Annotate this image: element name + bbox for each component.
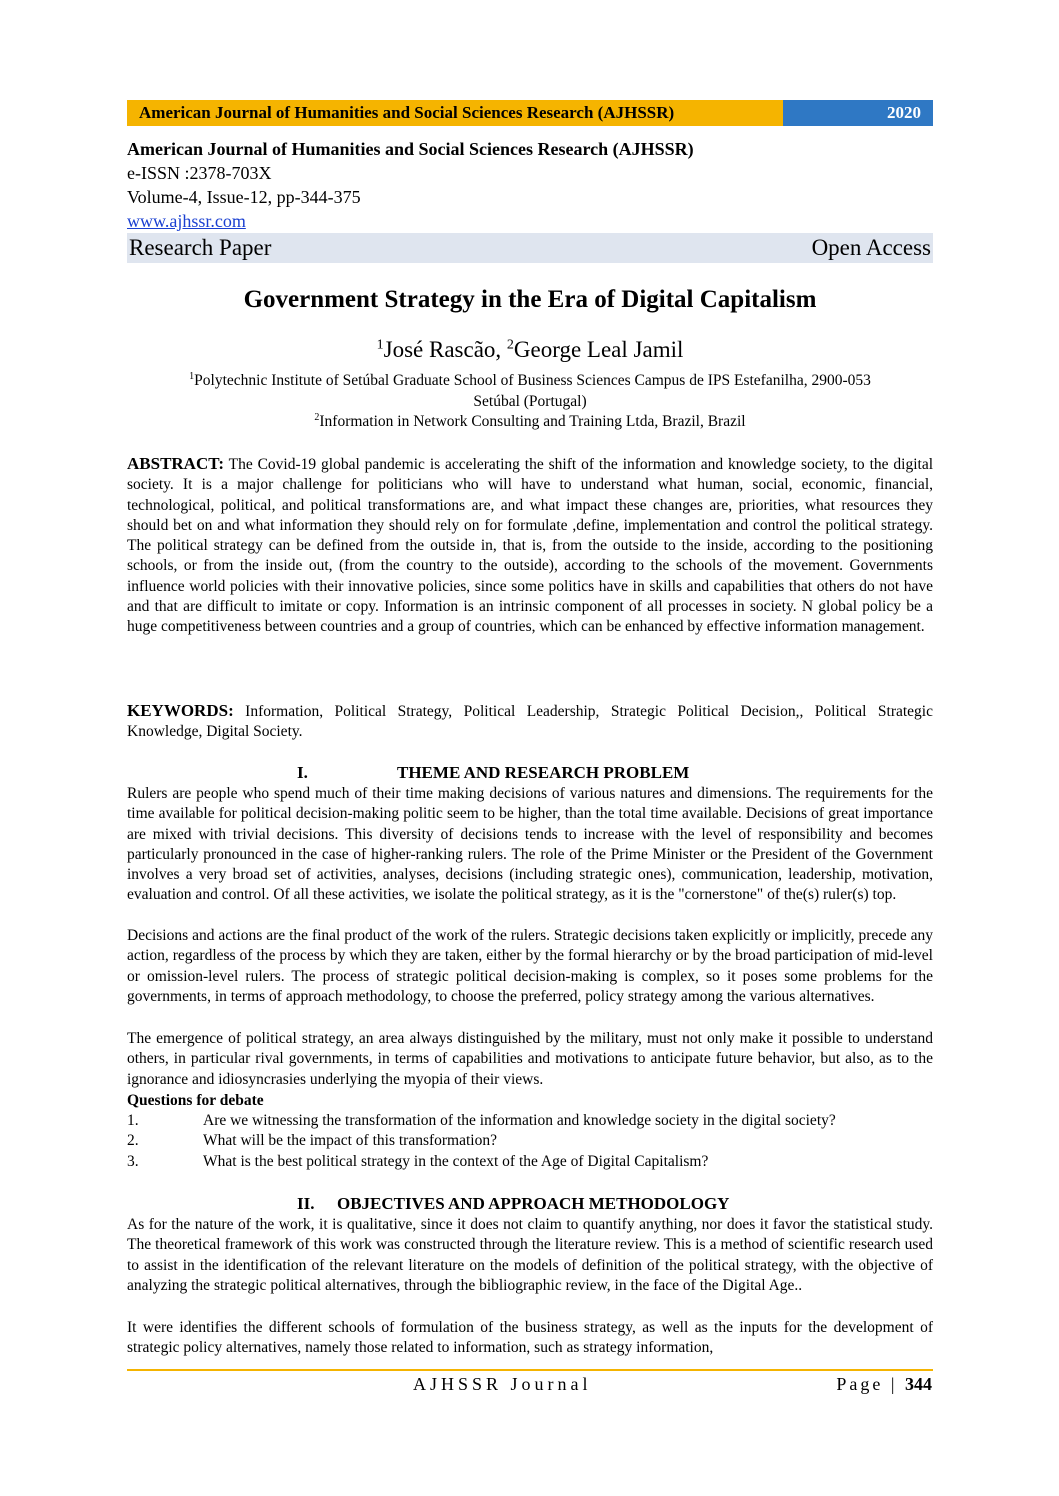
affiliation-2 [127, 407, 933, 432]
article-title: Government Strategy in the Era of Digital Capitalism [243, 286, 817, 313]
authors [127, 337, 933, 363]
list-item [127, 1152, 933, 1172]
footer-page [836, 1374, 932, 1395]
affil2-text: Information in Network Consulting and Training Ltda, Brazil, Brazil [319, 413, 746, 431]
banner-journal-title: American Journal of Humanities and Social Sciences Research (AJHSSR) [127, 100, 783, 126]
section-2-number: II. [297, 1194, 315, 1213]
paper-type: Research Paper [129, 235, 272, 260]
author2-name: George Leal Jamil [513, 337, 684, 362]
keywords [127, 701, 933, 743]
affil2-superscript: 2 [314, 412, 320, 423]
page-number: 344 [905, 1374, 932, 1394]
section-1-number: I. [297, 763, 308, 782]
website-link[interactable]: www.ajhssr.com [127, 211, 246, 231]
access-type: Open Access [811, 235, 931, 260]
section-1-title: THEME AND RESEARCH PROBLEM [397, 763, 690, 782]
question-number: 1. [127, 1112, 139, 1129]
questions-label: Questions for debate [127, 1092, 264, 1109]
abstract [127, 454, 933, 638]
keywords-label: KEYWORDS: [127, 701, 234, 720]
question-number: 2. [127, 1132, 139, 1150]
page-label: Page | [836, 1374, 905, 1394]
journal-name: American Journal of Humanities and Social Sciences Research (AJHSSR) [127, 139, 694, 159]
affil1-line1: Polytechnic Institute of Setúbal Graduate School of Business Sciences Campus de IPS Estefanilha, 2900-053 [194, 372, 871, 390]
issn: e-ISSN :2378-703X [127, 163, 272, 183]
list-item [127, 1111, 933, 1131]
question-text: Are we witnessing the transformation of the information and knowledge society in the digital society? [203, 1112, 836, 1129]
author1-superscript: 1 [376, 337, 384, 353]
journal-banner [127, 100, 933, 126]
list-item [127, 1131, 933, 1151]
journal-info [127, 137, 694, 233]
affiliation-1 [127, 366, 933, 412]
author2-superscript: 2 [506, 337, 514, 353]
section-2-title: OBJECTIVES AND APPROACH METHODOLOGY [337, 1194, 730, 1213]
question-text: What is the best political strategy in the context of the Age of Digital Capitalism? [203, 1152, 709, 1170]
footer-divider [127, 1369, 933, 1371]
affil1-superscript: 1 [189, 371, 195, 382]
affil1-line2: Setúbal (Portugal) [473, 393, 587, 411]
abstract-text: The Covid-19 global pandemic is accelerating the shift of the information and knowledge society, to the digital society. It is a major challenge for politicians who will have to understand what human, social, economic, financial, technological, political, and political transformations are, and what impact these changes are, priorities, what resources they should bet on and what information they should rely on for formulate ,define, implementation and control the political strategy. The political strategy can be defined from the outside in, that is, from the outside to the inside, according to the positioning schools, or from the inside out, (from the country to the outside), according to the schools of the movement. Governments influence world policies with their innovative policies, since some politics have in skills and capabilities that others do not have and that are difficult to imitate or copy. Information is an intrinsic component of all processes in society. N global policy be a huge competitiveness between countries and a group of countries, which can be enhanced by effective information management. [127, 456, 933, 636]
section-1-paragraph-3: The emergence of political strategy, an area always distinguished by the military, must not only make it possible to understand others, in particular rival governments, in terms of capabilities and motivations to anticipate future behavior, but also, as to the ignorance and idiosyncrasies underlying the myopia of their views. [127, 1030, 933, 1088]
banner-year: 2020 [783, 100, 933, 126]
author1-name: José Rascão, [383, 337, 507, 362]
volume-issue: Volume-4, Issue-12, pp-344-375 [127, 187, 361, 207]
paper-type-bar [127, 233, 933, 263]
section-2-paragraph-1: As for the nature of the work, it is qualitative, since it does not claim to quantify anything, nor does it favor the statistical study. The theoretical framework of this work was constructed through the literature review. This is a method of scientific research used to assist in the identification of the relevant literature on the models of definition of the political strategy, with the objective of analyzing the strategic political alternatives, through the bibliographic review, in the face of the Digital Age.. [127, 1216, 933, 1294]
section-2-paragraph-2: It were identifies the different schools of formulation of the business strategy, as well as the inputs for the development of strategic policy alternatives, namely those related to information, such as strategy information, [127, 1319, 933, 1357]
question-number: 3. [127, 1152, 139, 1170]
questions-list [127, 1111, 933, 1172]
footer-journal: AJHSSR Journal [413, 1374, 592, 1394]
section-1-paragraph-1: Rulers are people who spend much of their time making decisions of various natures and dimensions. The requirements for the time available for political decision-making politic seem to be higher, than the total time available. Decisions of great importance are mixed with trivial decisions. This diversity of decisions tends to increase with the level of responsibility and becomes particularly pronounced in the case of higher-ranking rulers. The role of the Prime Minister or the President of the Government involves a very broad set of activities, analyses, decisions (including strategic ones), communication, leadership, motivation, evaluation and control. Of all these activities, we isolate the political strategy, as it is the "cornerstone" of the(s) ruler(s) top. [127, 785, 933, 904]
question-text: What will be the impact of this transformation? [203, 1132, 497, 1150]
keywords-text: Information, Political Strategy, Political Leadership, Strategic Political Decision,, Political Strategic Knowledge, Digital Society. [127, 703, 933, 741]
abstract-label: ABSTRACT: [127, 454, 224, 473]
section-1-paragraph-2: Decisions and actions are the final product of the work of the rulers. Strategic decisions taken explicitly or implicitly, precede any action, regardless of the process by which they are taken, either by the formal hierarchy or by the broad participation of mid-level or omission-level rulers. The process of strategic political decision-making is complex, so it poses some problems for the governments, in terms of approach methodology, to choose the preferred, policy strategy among the various alternatives. [127, 927, 933, 1005]
